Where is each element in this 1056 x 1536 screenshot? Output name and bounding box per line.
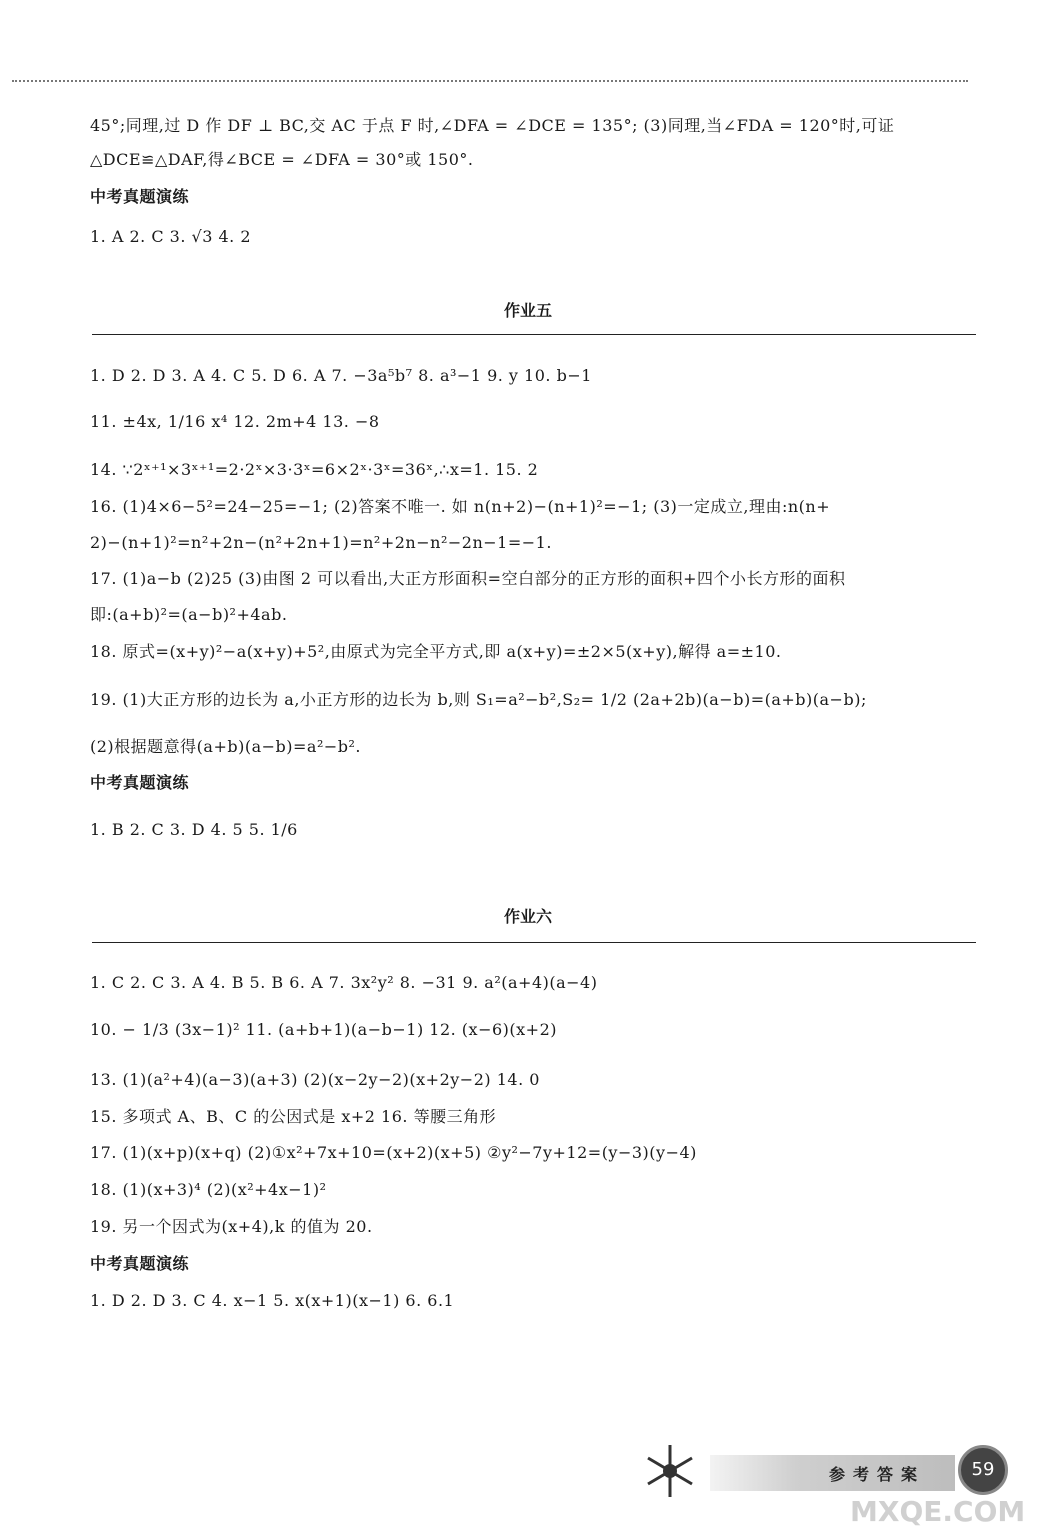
answer-line: 15. 多项式 A、B、C 的公因式是 x+2 16. 等腰三角形 [90, 1107, 497, 1126]
footer-band [710, 1455, 955, 1491]
footer-label: 参考答案 [828, 1465, 925, 1484]
answer-line: 1. D 2. D 3. C 4. x−1 5. x(x+1)(x−1) 6. 6.1 [90, 1291, 455, 1310]
answer-line: 即:(a+b)²=(a−b)²+4ab. [90, 605, 288, 624]
snowflake-icon [640, 1441, 700, 1501]
section-title: 作业六 [503, 907, 552, 926]
answer-line: 18. (1)(x+3)⁴ (2)(x²+4x−1)² [90, 1180, 327, 1199]
answer-line: 10. − 1/3 (3x−1)² 11. (a+b+1)(a−b−1) 12. (x−6)(x+2) [90, 1020, 557, 1039]
section-rule [92, 334, 976, 335]
answer-line: 1. D 2. D 3. A 4. C 5. D 6. A 7. −3a⁵b⁷ 8. a³−1 9. y 10. b−1 [90, 366, 592, 385]
answer-line: 1. A 2. C 3. √3 4. 2 [90, 227, 252, 246]
answer-line: 2)−(n+1)²=n²+2n−(n²+2n+1)=n²+2n−n²−2n−1=−1. [90, 533, 552, 552]
section-subheading: 中考真题演练 [90, 1254, 190, 1273]
answer-line: 1. C 2. C 3. A 4. B 5. B 6. A 7. 3x²y² 8. −31 9. a²(a+4)(a−4) [90, 973, 598, 992]
page-number: 59 [958, 1445, 1008, 1495]
section-subheading: 中考真题演练 [90, 187, 190, 206]
answer-line: (2)根据题意得(a+b)(a−b)=a²−b². [90, 737, 362, 756]
answer-line: 17. (1)a−b (2)25 (3)由图 2 可以看出,大正方形面积=空白部分的正方形的面积+四个小长方形的面积 [90, 569, 846, 588]
answer-line: 17. (1)(x+p)(x+q) (2)①x²+7x+10=(x+2)(x+5) ②y²−7y+12=(y−3)(y−4) [90, 1143, 697, 1162]
answer-line: 1. B 2. C 3. D 4. 5 5. 1/6 [90, 820, 298, 839]
answer-line: 14. ∵2ˣ⁺¹×3ˣ⁺¹=2·2ˣ×3·3ˣ=6×2ˣ·3ˣ=36ˣ,∴x=1. 15. 2 [90, 460, 539, 479]
answer-line: 16. (1)4×6−5²=24−25=−1; (2)答案不唯一. 如 n(n+2)−(n+1)²=−1; (3)一定成立,理由:n(n+ [90, 497, 831, 516]
watermark: MXQE.COM [850, 1495, 1026, 1528]
answer-line: 13. (1)(a²+4)(a−3)(a+3) (2)(x−2y−2)(x+2y−2) 14. 0 [90, 1070, 540, 1089]
answer-line: 19. 另一个因式为(x+4),k 的值为 20. [90, 1217, 373, 1236]
dotted-divider [12, 80, 968, 82]
answer-line: 11. ±4x, 1/16 x⁴ 12. 2m+4 13. −8 [90, 412, 380, 431]
section-subheading: 中考真题演练 [90, 773, 190, 792]
section-title: 作业五 [503, 301, 552, 320]
section-rule [92, 942, 976, 943]
answer-line: 19. (1)大正方形的边长为 a,小正方形的边长为 b,则 S₁=a²−b²,S₂= 1/2 (2a+2b)(a−b)=(a+b)(a−b); [90, 690, 867, 709]
text-line: △DCE≌△DAF,得∠BCE = ∠DFA = 30°或 150°. [90, 150, 474, 169]
text-line: 45°;同理,过 D 作 DF ⊥ BC,交 AC 于点 F 时,∠DFA = ∠DCE = 135°; (3)同理,当∠FDA = 120°时,可证 [90, 116, 895, 135]
answer-line: 18. 原式=(x+y)²−a(x+y)+5²,由原式为完全平方式,即 a(x+y)=±2×5(x+y),解得 a=±10. [90, 642, 782, 661]
